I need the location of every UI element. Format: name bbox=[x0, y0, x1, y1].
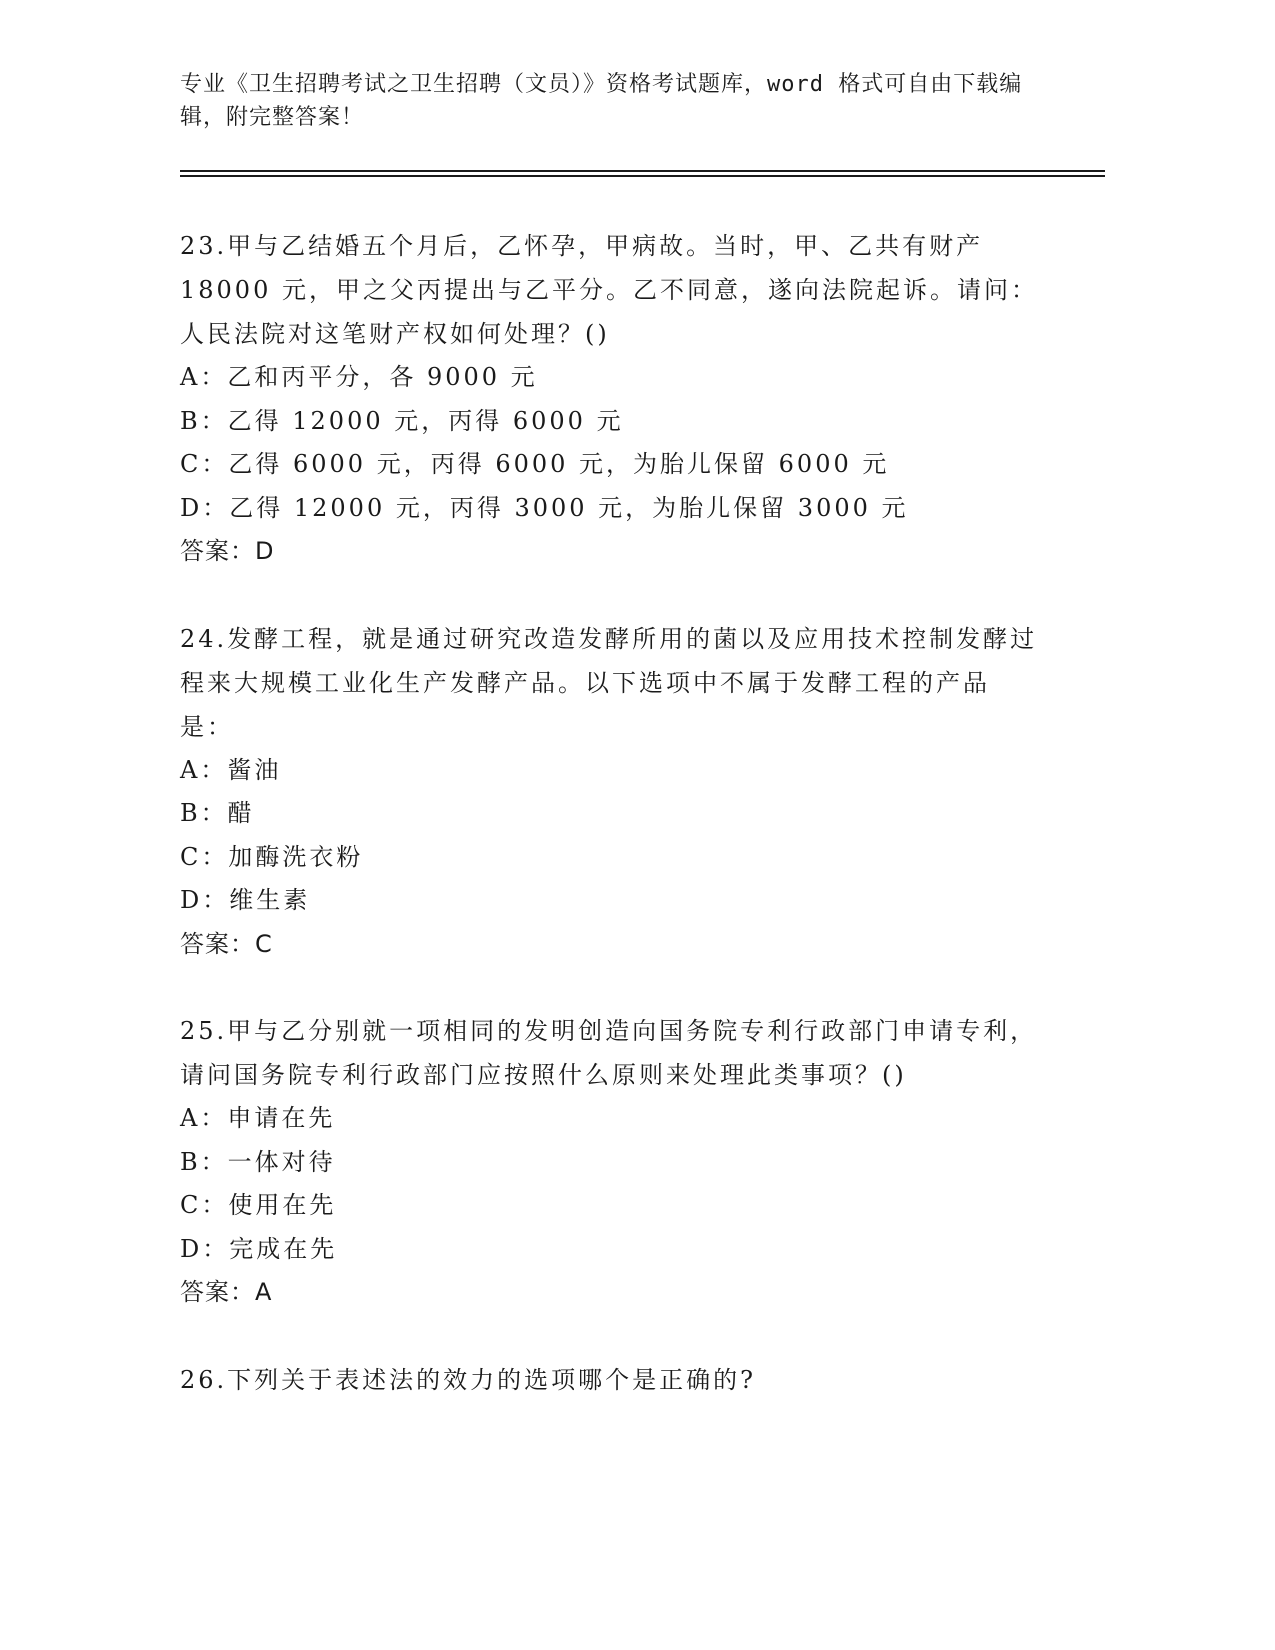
option-b: B：醋 bbox=[180, 799, 255, 827]
option-a: A：酱油 bbox=[180, 755, 282, 784]
answer-text: 答案：C bbox=[180, 929, 273, 958]
option-d: D：完成在先 bbox=[180, 1234, 338, 1263]
option-c: C：使用在先 bbox=[180, 1191, 337, 1219]
document-header bbox=[180, 68, 1040, 134]
header-title: 专业《卫生招聘考试之卫生招聘（文员）》资格考试题库，word 格式可自由下载编辑，附完整答案！ bbox=[180, 72, 1023, 130]
question-item bbox=[180, 1009, 1040, 1315]
option-d: D：维生素 bbox=[180, 886, 311, 914]
question-stem: 26.下列关于表述法的效力的选项哪个是正确的? bbox=[180, 1365, 757, 1394]
answer-text: 答案：A bbox=[180, 1278, 273, 1306]
option-d: D：乙得 12000 元，丙得 3000 元，为胎儿保留 3000 元 bbox=[180, 493, 909, 522]
option-a: A：申请在先 bbox=[180, 1104, 336, 1132]
option-c: C：乙得 6000 元，丙得 6000 元，为胎儿保留 6000 元 bbox=[180, 450, 890, 478]
answer-text: 答案：D bbox=[180, 537, 275, 565]
question-item bbox=[180, 224, 1040, 574]
header-divider-line bbox=[180, 170, 1105, 172]
question-stem: 25.甲与乙分别就一项相同的发明创造向国务院专利行政部门申请专利，请问国务院专利行政部门应按照什么原则来处理此类事项？() bbox=[180, 1017, 1038, 1089]
option-b: B：乙得 12000 元，丙得 6000 元 bbox=[180, 406, 624, 435]
option-a: A：乙和丙平分，各 9000 元 bbox=[180, 363, 538, 391]
header-divider-line bbox=[180, 175, 1105, 177]
option-b: B：一体对待 bbox=[180, 1147, 336, 1176]
question-list bbox=[180, 224, 1040, 1445]
question-stem: 24.发酵工程，就是通过研究改造发酵所用的菌以及应用技术控制发酵过程来大规模工业化生产发酵产品。以下选项中不属于发酵工程的产品是： bbox=[180, 624, 1038, 741]
question-item bbox=[180, 617, 1040, 967]
question-stem: 23.甲与乙结婚五个月后，乙怀孕，甲病故。当时，甲、乙共有财产18000 元，甲之父丙提出与乙平分。乙不同意，遂向法院起诉。请问：人民法院对这笔财产权如何处理？() bbox=[180, 232, 1038, 348]
option-c: C：加酶洗衣粉 bbox=[180, 842, 364, 871]
question-item bbox=[180, 1358, 1040, 1402]
